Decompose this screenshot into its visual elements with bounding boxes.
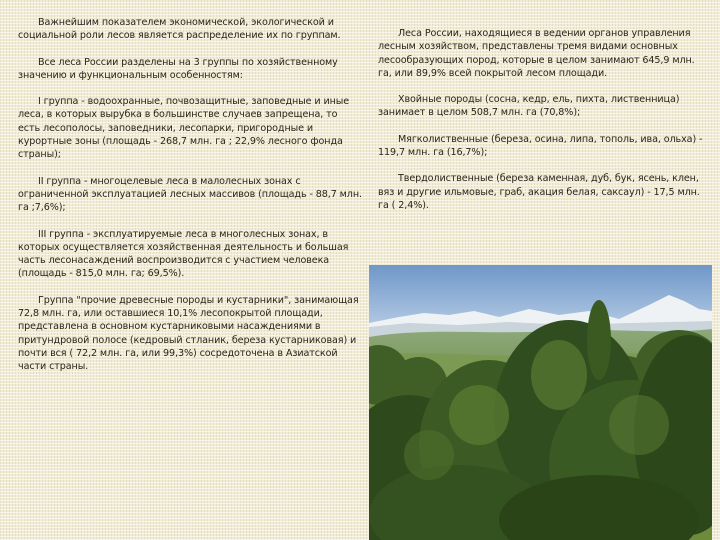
forest-landscape-image [369,265,712,540]
division-paragraph: Все леса России разделены на 3 группы по хозяйственному значению и функциональным особенностям: [18,56,338,81]
softwood-paragraph: Мягколиственные (береза, осина, липа, тополь, ива, ольха) - 119,7 млн. га (16,7%); [378,133,703,159]
forest-photo [369,265,712,540]
other-species-paragraph: Группа "прочие древесные породы и кустарники", занимающая 72,8 млн. га, или оставшиеся 10,1% лесопокрытой площади, представлена в основном кустарниковыми насаждениями в притундровой полосе (кедровый стланик, береза кустарниковая) и почти вся ( 72,2 млн. га, или 99,3%) сосредоточена в Азиатской части страны. [18,294,359,373]
species-intro-paragraph: Леса России, находящиеся в ведении органов управления лесным хозяйством, представлены тремя видами основных лесообразующих пород, которые в целом занимают 645,9 млн. га, или 89,9% всей покрытой лесом площади. [378,28,695,79]
left-text-column [18,16,362,387]
right-text-column [378,27,704,225]
hardwood-paragraph: Твердолиственные (береза каменная, дуб, бук, ясень, клен, вяз и другие ильмовые, граб, акация белая, саксаул) - 17,5 млн. га ( 2,4%). [378,173,700,211]
group-2-paragraph: II группа - многоцелевые леса в малолесных зонах с ограниченной эксплуатацией лесных массивов (площадь - 88,7 млн. га ;7,6%); [18,175,362,214]
intro-paragraph: Важнейшим показателем экономической, экологической и социальной роли лесов является распределение их по группам. [18,17,341,42]
coniferous-paragraph: Хвойные породы (сосна, кедр, ель, пихта, лиственница) занимает в целом 508,7 млн. га (70,8%); [378,94,680,119]
group-3-paragraph: III группа - эксплуатируемые леса в многолесных зонах, в которых осуществляется хозяйственная деятельность и большая часть лесонасаждений воспроизводится с участием человека (площадь - 815,0 млн. га; 69,5%). [18,228,349,280]
group-1-paragraph: I группа - водоохранные, почвозащитные, заповедные и иные леса, в которых вырубка в большинстве случаев запрещена, то есть лесополосы, заповедники, лесопарки, пригородные и курортные зоны (площадь - 268,7 млн. га ; 22,9% лесного фонда страны); [18,96,350,161]
